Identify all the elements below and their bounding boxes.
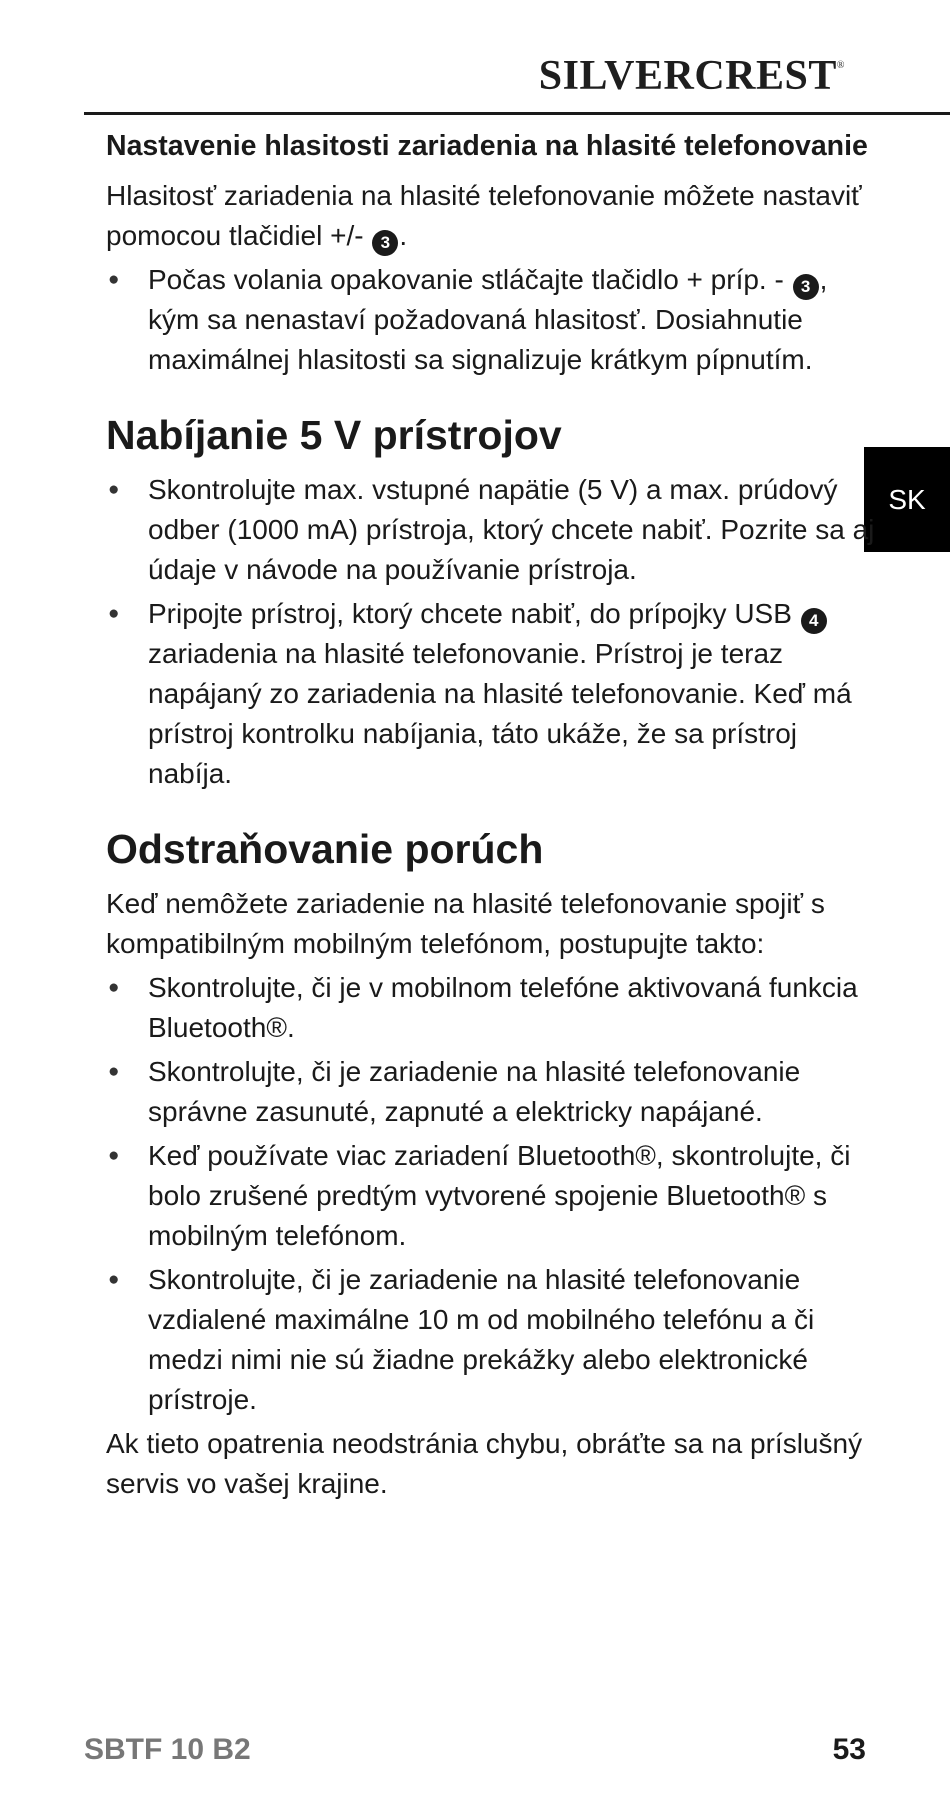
list-item: ● Skontrolujte, či je zariadenie na hlasité telefonovanie správne zasunuté, zapnuté a elektricky napájané. — [106, 1052, 876, 1132]
list-item: ● Skontrolujte max. vstupné napätie (5 V) a max. prúdový odber (1000 mA) prístroja, ktorý chcete nabiť. Pozrite sa aj údaje v návode na používanie prístroja. — [106, 470, 876, 590]
charging-bullet-text: Pripojte prístroj, ktorý chcete nabiť, do prípojky USB — [148, 598, 800, 629]
volume-bullet-rest: , kým sa nenastaví požadovaná hlasitosť. Dosiahnutie maximálnej hlasitosti sa signalizuje krátkym pípnutím. — [148, 264, 828, 375]
troubleshooting-intro: Keď nemôžete zariadenie na hlasité telefonovanie spojiť s kompatibilným mobilným telefónom, postupujte takto: — [106, 888, 825, 959]
number-3-icon: 3 — [793, 274, 819, 300]
language-tab-label: SK — [888, 483, 926, 515]
model-number: SBTF 10 B2 — [84, 1733, 251, 1766]
volume-heading: Nastavenie hlasitosti zariadenia na hlasité telefonovanie — [106, 130, 868, 162]
brand-logo — [539, 52, 845, 100]
page-content — [106, 126, 876, 1508]
volume-list — [106, 260, 876, 380]
volume-intro — [106, 176, 876, 256]
list-item: ● Skontrolujte, či je zariadenie na hlasité telefonovanie vzdialené maximálne 10 m od mobilného telefónu a či medzi nimi nie sú žiadne prekážky alebo elektronické prístroje. — [106, 1260, 876, 1420]
charging-list — [106, 470, 876, 794]
language-tab — [864, 447, 950, 552]
number-4-icon: 4 — [801, 608, 827, 634]
list-item — [106, 594, 876, 794]
troubleshooting-list — [106, 968, 876, 1420]
header-divider — [84, 112, 950, 115]
charging-heading: Nabíjanie 5 V prístrojov — [106, 412, 562, 458]
brand-name: SILVERCREST — [538, 53, 837, 99]
charging-bullet-rest: zariadenia na hlasité telefonovanie. Prístroj je teraz napájaný zo zariadenia na hlasité telefonovanie. Keď má prístroj kontrolku nabíjania, táto ukáže, že sa prístroj nabíja. — [148, 638, 852, 789]
volume-bullet-text: Počas volania opakovanie stláčajte tlačidlo + príp. - — [148, 264, 792, 295]
number-3-icon: 3 — [372, 230, 398, 256]
list-item — [106, 260, 876, 380]
troubleshooting-heading: Odstraňovanie porúch — [106, 826, 544, 872]
volume-intro-end: . — [399, 220, 408, 251]
page-number: 53 — [832, 1733, 866, 1766]
troubleshooting-closing: Ak tieto opatrenia neodstránia chybu, obráťte sa na príslušný servis vo vašej krajine. — [106, 1428, 863, 1499]
list-item: ● Keď používate viac zariadení Bluetooth®, skontrolujte, či bolo zrušené predtým vytvorené spojenie Bluetooth® s mobilným telefónom. — [106, 1136, 876, 1256]
list-item: ● Skontrolujte, či je v mobilnom telefóne aktivovaná funkcia Bluetooth®. — [106, 968, 876, 1048]
volume-intro-text: Hlasitosť zariadenia na hlasité telefonovanie môžete nastaviť pomocou tlačidiel +/- — [106, 180, 862, 251]
brand-registered-mark: ® — [836, 60, 845, 71]
